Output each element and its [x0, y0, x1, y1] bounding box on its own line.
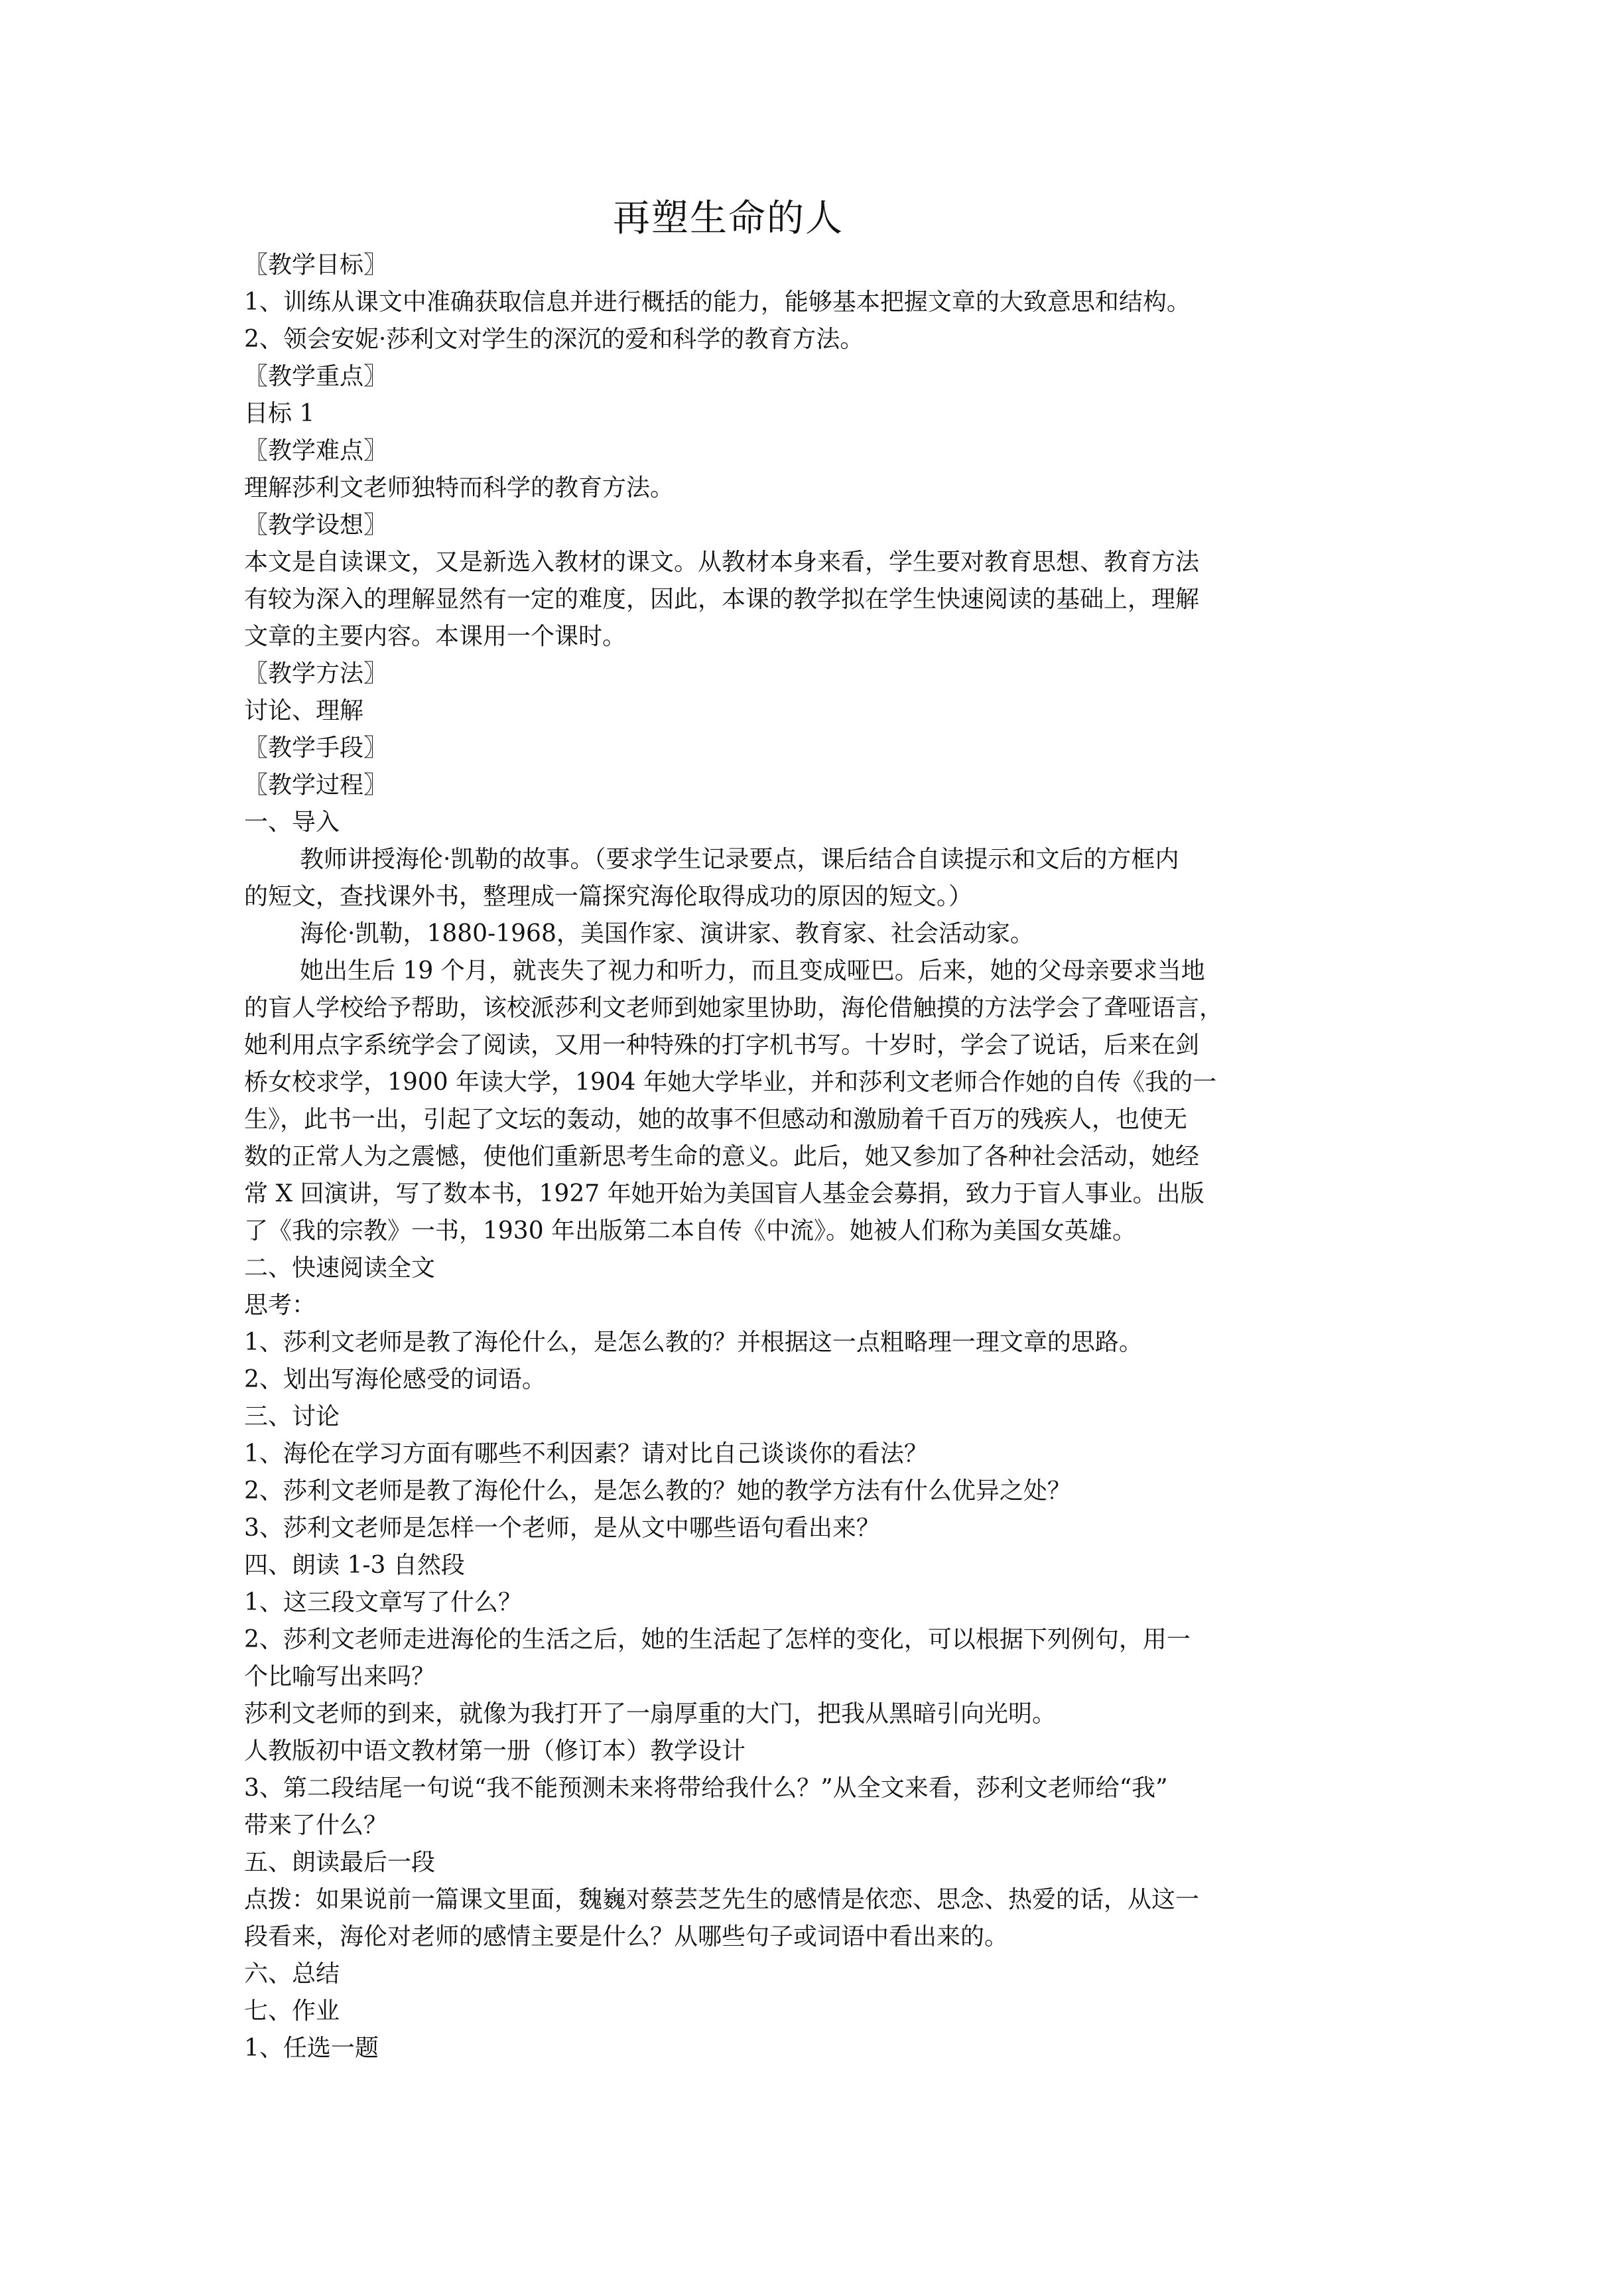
example-sentence: 莎利文老师的到来，就像为我打开了一扇厚重的大门，把我从黑暗引向光明。 — [244, 1700, 1057, 1727]
bio-line: 生》，此书一出，引起了文坛的轰动，她的故事不但感动和激励着千百万的残疾人，也使无 — [244, 1106, 1188, 1133]
hint-line: 点拨：如果说前一篇课文里面，魏巍对蔡芸芝先生的感情是依恋、思念、热爱的话，从这一 — [244, 1886, 1200, 1913]
idea-line: 有较为深入的理解显然有一定的难度，因此，本课的教学拟在学生快速阅读的基础上，理解 — [244, 586, 1200, 613]
heading-means: 〖教学手段〗 — [244, 734, 388, 762]
heading-method: 〖教学方法〗 — [244, 660, 388, 687]
read-question-2 — [244, 1621, 1385, 1696]
idea-line: 文章的主要内容。本课用一个课时。 — [244, 623, 627, 650]
read-question-2-line: 个比喻写出来吗？ — [244, 1663, 436, 1690]
heading-difficulty: 〖教学难点〗 — [244, 437, 388, 464]
think-question-1: 1、莎利文老师是教了海伦什么，是怎么教的？并根据这一点粗略理一理文章的思路。 — [244, 1329, 1143, 1356]
discuss-question-1: 1、海伦在学习方面有哪些不利因素？请对比自己谈谈你的看法？ — [244, 1440, 928, 1467]
bio-line: 的盲人学校给予帮助，该校派莎利文老师到她家里协助，海伦借触摸的方法学会了聋哑语言， — [244, 994, 1224, 1022]
think-question-2: 2、划出写海伦感受的词语。 — [244, 1366, 546, 1393]
discuss-question-3: 3、莎利文老师是怎样一个老师，是从文中哪些语句看出来？ — [244, 1515, 880, 1542]
hint-paragraph — [244, 1881, 1385, 1956]
intro-paragraph — [244, 841, 1385, 915]
section-summary: 六、总结 — [244, 1960, 340, 1988]
heading-goals: 〖教学目标〗 — [244, 251, 388, 279]
document-page — [244, 192, 1385, 2067]
read-question-3 — [244, 1770, 1385, 1844]
key-point: 目标 1 — [244, 400, 315, 427]
read-question-3-line: 带来了什么？ — [244, 1812, 388, 1839]
method-text: 讨论、理解 — [244, 697, 364, 724]
heading-process: 〖教学过程〗 — [244, 772, 388, 799]
bio-paragraph — [244, 953, 1385, 1250]
homework-item-1: 1、任选一题 — [244, 2035, 379, 2062]
heading-idea: 〖教学设想〗 — [244, 511, 388, 539]
bio-line: 她出生后 19 个月，就丧失了视力和听力，而且变成哑巴。后来，她的父母亲要求当地 — [300, 957, 1205, 984]
idea-paragraph — [244, 544, 1385, 655]
section-last-paragraph: 五、朗读最后一段 — [244, 1849, 436, 1876]
read-question-3-line: 3、第二段结尾一句说“我不能预测未来将带给我什么？”从全文来看，莎利文老师给“我” — [244, 1775, 1168, 1802]
goal-2: 2、领会安妮·莎利文对学生的深沉的爱和科学的教育方法。 — [244, 326, 864, 353]
bio-line: 了《我的宗教》一书，1930 年出版第二本自传《中流》。她被人们称为美国女英雄。 — [244, 1217, 1137, 1245]
difficulty-text: 理解莎利文老师独特而科学的教育方法。 — [244, 474, 675, 502]
section-discussion: 三、讨论 — [244, 1403, 340, 1430]
bio-line: 桥女校求学，1900 年读大学，1904 年她大学毕业，并和莎利文老师合作她的自传《我的一 — [244, 1069, 1217, 1096]
bio-line: 常 X 回演讲，写了数本书，1927 年她开始为美国盲人基金会募捐，致力于盲人事业。出版 — [244, 1180, 1204, 1207]
helen-intro: 海伦·凯勒，1880-1968，美国作家、演讲家、教育家、社会活动家。 — [300, 920, 1034, 947]
section-fast-reading: 二、快速阅读全文 — [244, 1254, 436, 1282]
section-intro: 一、导入 — [244, 809, 340, 836]
bio-line: 她利用点字系统学会了阅读，又用一种特殊的打字机书写。十岁时，学会了说话，后来在剑 — [244, 1032, 1200, 1059]
section-homework: 七、作业 — [244, 1997, 340, 2025]
textbook-note: 人教版初中语文教材第一册（修订本）教学设计 — [244, 1737, 746, 1765]
read-question-2-line: 2、莎利文老师走进海伦的生活之后，她的生活起了怎样的变化，可以根据下列例句，用一 — [244, 1626, 1191, 1653]
page-title: 再塑生命的人 — [613, 197, 844, 240]
heading-key: 〖教学重点〗 — [244, 363, 388, 390]
bio-line: 数的正常人为之震憾，使他们重新思考生命的意义。此后，她又参加了各种社会活动，她经 — [244, 1143, 1200, 1170]
hint-line: 段看来，海伦对老师的感情主要是什么？从哪些句子或词语中看出来的。 — [244, 1923, 1009, 1950]
intro-line: 的短文，查找课外书，整理成一篇探究海伦取得成功的原因的短文。） — [244, 883, 973, 910]
idea-line: 本文是自读课文，又是新选入教材的课文。从教材本身来看，学生要对教育思想、教育方法 — [244, 549, 1200, 576]
intro-line: 教师讲授海伦·凯勒的故事。（要求学生记录要点，课后结合自读提示和文后的方框内 — [300, 846, 1179, 873]
goal-1: 1、训练从课文中准确获取信息并进行概括的能力，能够基本把握文章的大致意思和结构。 — [244, 289, 1191, 316]
section-read-aloud: 四、朗读 1-3 自然段 — [244, 1552, 465, 1579]
read-question-1: 1、这三段文章写了什么？ — [244, 1589, 522, 1616]
discuss-question-2: 2、莎利文老师是教了海伦什么，是怎么教的？她的教学方法有什么优异之处？ — [244, 1477, 1071, 1505]
think-label: 思考： — [244, 1292, 316, 1319]
